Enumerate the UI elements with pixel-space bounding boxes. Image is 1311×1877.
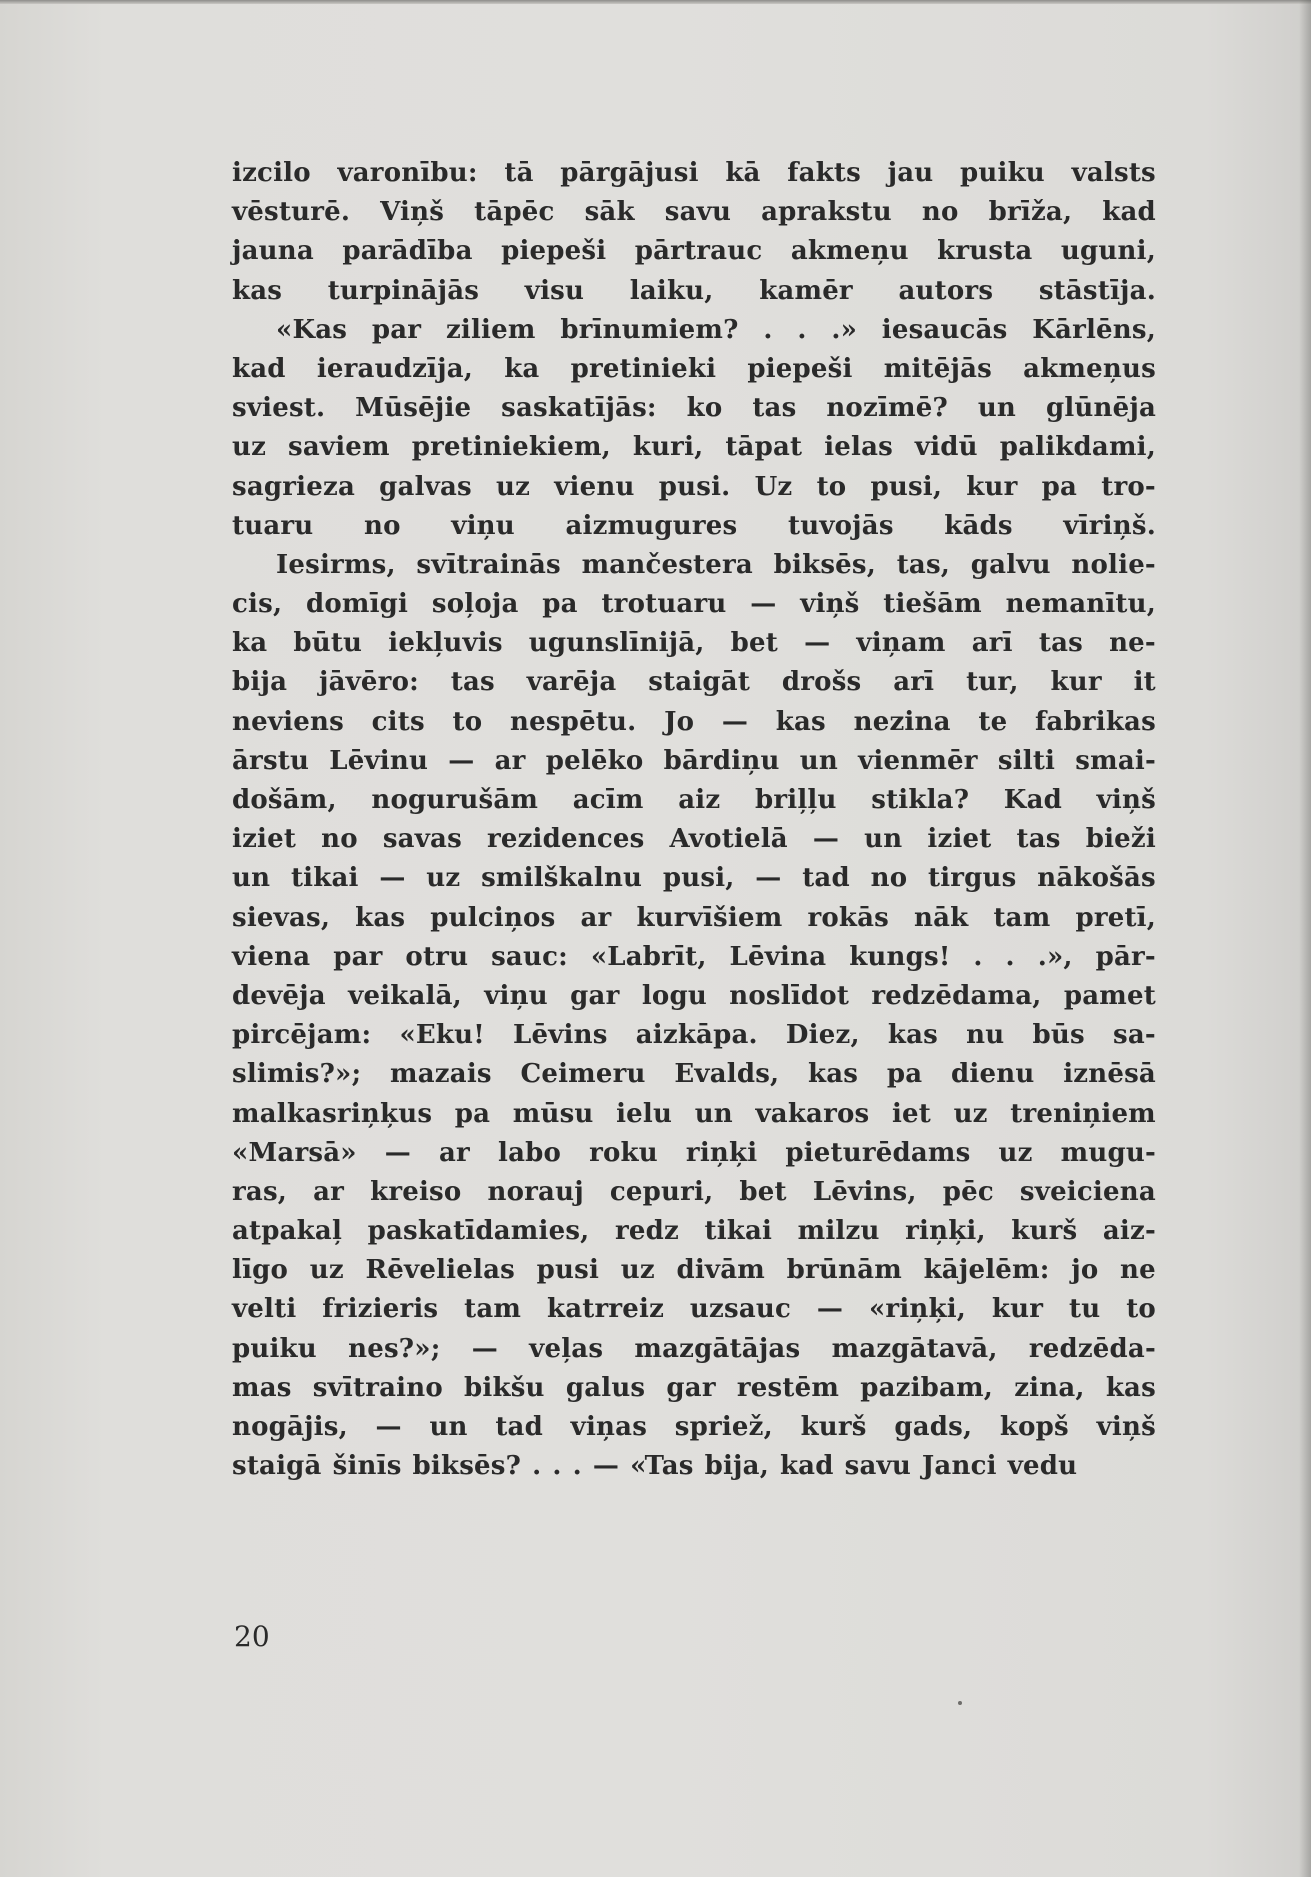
text-line: staigā šinīs biksēs? . . . — «Tas bija, kad savu Janci vedu	[232, 1451, 1078, 1482]
body-text	[232, 154, 1156, 1486]
text-line: uz saviem pretiniekiem, kuri, tāpat ielas vidū palikdami,	[232, 432, 1156, 463]
text-line: līgo uz Rēvelielas pusi uz divām brūnām kājelēm: jo ne	[232, 1255, 1156, 1286]
text-line: ka būtu iekļuvis ugunslīnijā, bet — viņam arī tas ne-	[232, 628, 1156, 659]
text-line: iziet no savas rezidences Avotielā — un iziet tas bieži	[232, 824, 1156, 855]
page-right-shadow	[1299, 0, 1311, 1877]
text-line: Iesirms, svītrainās mančestera biksēs, tas, galvu nolie-	[276, 549, 1156, 580]
text-line: tuaru no viņu aizmugures tuvojās kāds vīriņš.	[232, 510, 1156, 541]
text-line: puiku nes?»; — veļas mazgātājas mazgātavā, redzēda-	[232, 1333, 1156, 1364]
text-line: nogājis, — un tad viņas spriež, kurš gads, kopš viņš	[232, 1412, 1156, 1442]
page-number: 20	[234, 1620, 270, 1653]
text-line: ārstu Lēvinu — ar pelēko bārdiņu un vienmēr silti smai-	[232, 745, 1156, 776]
text-line: jauna parādība piepeši pārtrauc akmeņu krusta uguni,	[232, 236, 1156, 267]
text-line: atpakaļ paskatīdamies, redz tikai milzu riņķi, kurš aiz-	[232, 1216, 1156, 1247]
text-line: slimis?»; mazais Ceimeru Evalds, kas pa dienu iznēsā	[232, 1059, 1156, 1090]
text-line: velti frizieris tam katrreiz uzsauc — «riņķi, kur tu to	[232, 1294, 1156, 1325]
text-line: malkasriņķus pa mūsu ielu un vakaros iet uz treniņiem	[232, 1098, 1156, 1129]
text-line: kad ieraudzīja, ka pretinieki piepeši mitējās akmeņus	[232, 353, 1156, 384]
text-line: «Kas par ziliem brīnumiem? . . .» iesaucās Kārlēns,	[276, 314, 1156, 345]
text-line: došām, nogurušām acīm aiz briļļu stikla? Kad viņš	[232, 785, 1156, 815]
page-top-edge	[0, 0, 1311, 4]
text-line: kas turpinājās visu laiku, kamēr autors stāstīja.	[232, 275, 1156, 306]
paper-speck	[958, 1701, 962, 1705]
text-line: sievas, kas pulciņos ar kurvīšiem rokās nāk tam pretī,	[232, 902, 1156, 933]
text-line: pircējam: «Eku! Lēvins aizkāpa. Diez, kas nu būs sa-	[232, 1020, 1156, 1051]
text-line: mas svītraino bikšu galus gar restēm pazibam, zina, kas	[232, 1372, 1156, 1403]
text-line: sviest. Mūsējie saskatījās: ko tas nozīmē? un glūnēja	[232, 393, 1156, 424]
text-line: neviens cits to nespētu. Jo — kas nezina te fabrikas	[232, 706, 1156, 737]
text-line: sagrieza galvas uz vienu pusi. Uz to pusi, kur pa tro-	[232, 471, 1156, 502]
text-line: devēja veikalā, viņu gar logu noslīdot redzēdama, pamet	[232, 980, 1156, 1011]
text-line: vēsturē. Viņš tāpēc sāk savu aprakstu no brīža, kad	[232, 197, 1156, 228]
text-line: viena par otru sauc: «Labrīt, Lēvina kungs! . . .», pār-	[232, 941, 1156, 972]
text-line: bija jāvēro: tas varēja staigāt drošs arī tur, kur it	[232, 667, 1156, 698]
text-line: ras, ar kreiso norauj cepuri, bet Lēvins, pēc sveiciena	[232, 1176, 1156, 1207]
text-line: un tikai — uz smilškalnu pusi, — tad no tirgus nākošās	[232, 863, 1156, 894]
text-line: izcilo varonību: tā pārgājusi kā fakts jau puiku valsts	[232, 158, 1156, 188]
text-line: cis, domīgi soļoja pa trotuaru — viņš tiešām nemanītu,	[232, 589, 1156, 620]
text-line: «Marsā» — ar labo roku riņķi pieturēdams uz mugu-	[232, 1137, 1156, 1168]
